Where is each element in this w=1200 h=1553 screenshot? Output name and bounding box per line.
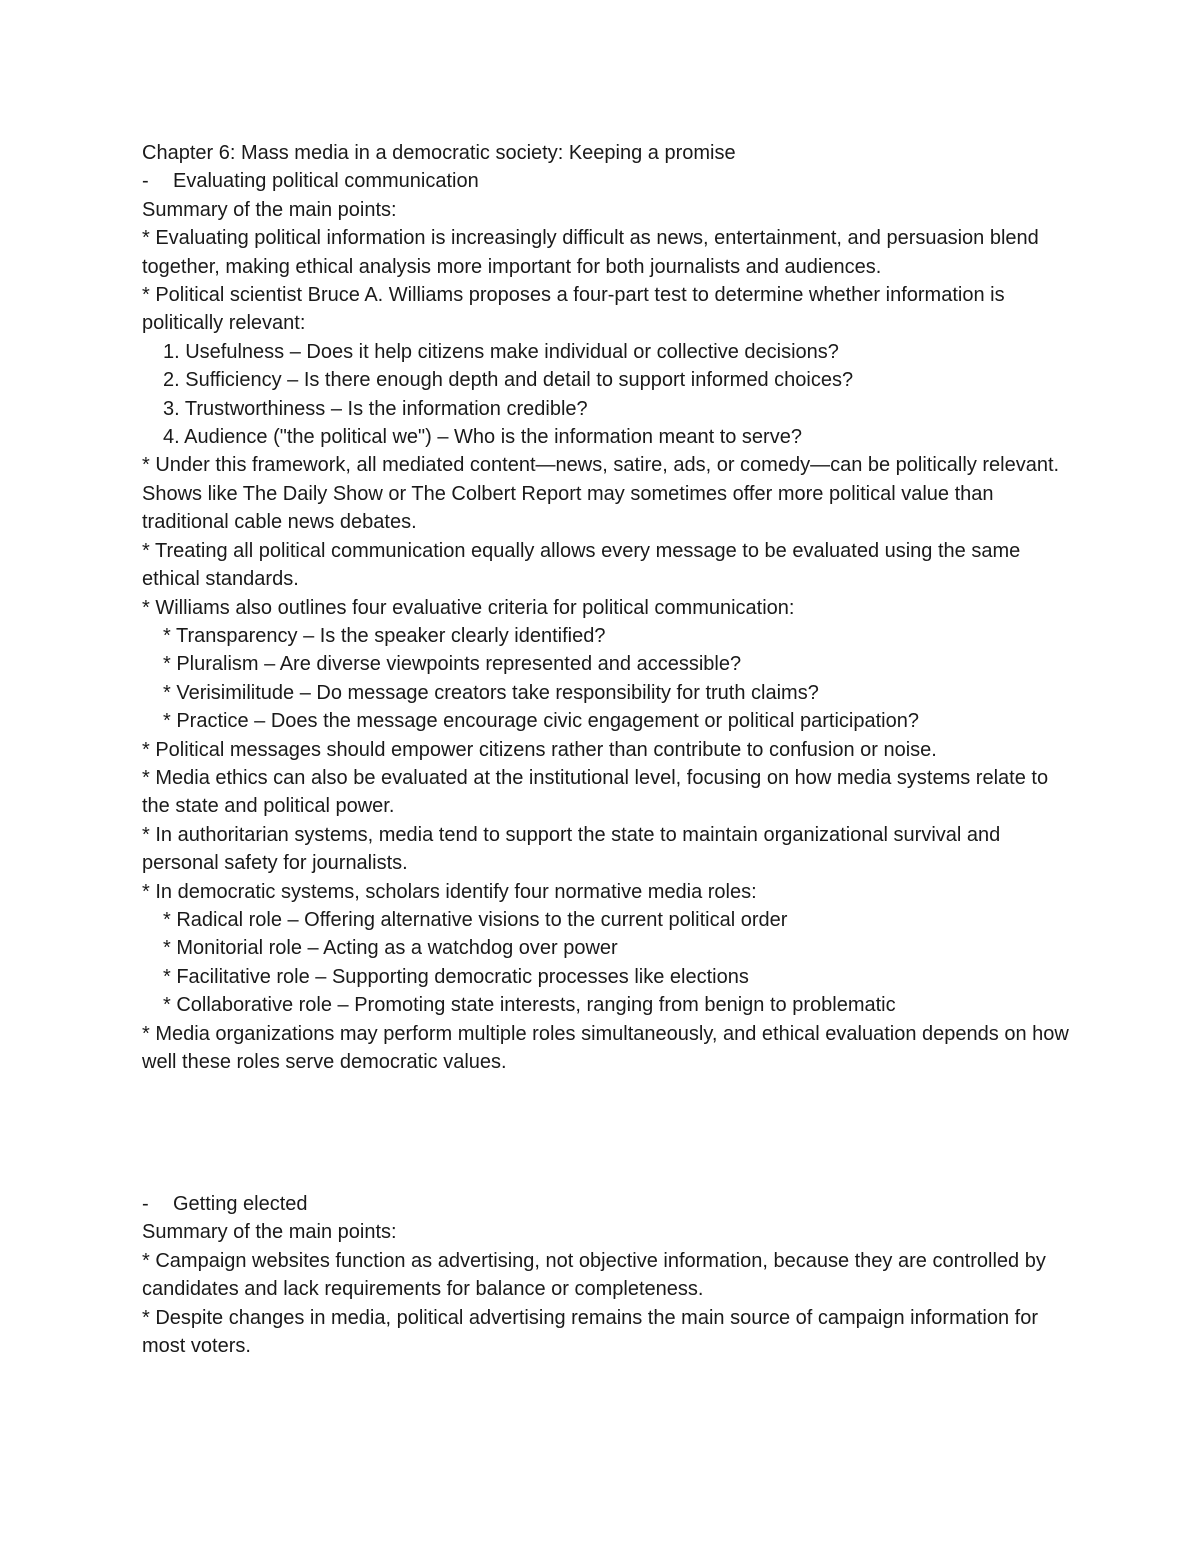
- paragraph: * Political scientist Bruce A. Williams proposes a four-part test to determine whether information is politically relevant:: [142, 284, 1005, 335]
- bullet-dash: -: [142, 1193, 149, 1215]
- chapter-title: Chapter 6: Mass media in a democratic society: Keeping a promise: [142, 142, 736, 164]
- list-item: * Verisimilitude – Do message creators take responsibility for truth claims?: [163, 681, 819, 704]
- list-item: * Monitorial role – Acting as a watchdog over power: [163, 937, 618, 960]
- paragraph: * Evaluating political information is increasingly difficult as news, entertainment, and persuasion blend together, making ethical analysis more important for both journalists and audiences.: [142, 227, 1039, 278]
- paragraph: * Media organizations may perform multiple roles simultaneously, and ethical evaluation depends on how well these roles serve democratic values.: [142, 1022, 1069, 1073]
- summary-label: Summary of the main points:: [142, 198, 397, 221]
- section-heading-text: Getting elected: [173, 1193, 308, 1215]
- paragraph: * Williams also outlines four evaluative criteria for political communication:: [142, 596, 795, 619]
- document-page: [142, 139, 1072, 1360]
- list-item: 4. Audience ("the political we") – Who is the information meant to serve?: [163, 426, 802, 449]
- paragraph: * Despite changes in media, political advertising remains the main source of campaign information for most voters.: [142, 1306, 1039, 1358]
- list-item: 3. Trustworthiness – Is the information credible?: [163, 397, 588, 420]
- list-item: * Radical role – Offering alternative visions to the current political order: [163, 908, 788, 931]
- paragraph: * Campaign websites function as advertising, not objective information, because they are controlled by candidates and lack requirements for balance or completeness.: [142, 1249, 1046, 1301]
- paragraph: * Treating all political communication equally allows every message to be evaluated using the same ethical standards.: [142, 539, 1021, 591]
- list-item: * Collaborative role – Promoting state interests, ranging from benign to problematic: [163, 994, 896, 1017]
- bullet-dash: -: [142, 170, 149, 193]
- paragraph: * Political messages should empower citizens rather than contribute to confusion or noise.: [142, 738, 937, 761]
- list-item: * Pluralism – Are diverse viewpoints represented and accessible?: [163, 653, 742, 676]
- blank-space: [142, 1076, 1072, 1190]
- section-heading-text: Evaluating political communication: [173, 170, 479, 193]
- summary-label: Summary of the main points:: [142, 1221, 397, 1244]
- list-item: 2. Sufficiency – Is there enough depth and detail to support informed choices?: [163, 369, 854, 392]
- paragraph: * Under this framework, all mediated content—news, satire, ads, or comedy—can be politically relevant. Shows like The Daily Show or The Colbert Report may sometimes offer more political value than traditional cable news debates.: [142, 454, 1060, 534]
- section-heading-getting-elected: [142, 1190, 1072, 1218]
- paragraph: * In democratic systems, scholars identify four normative media roles:: [142, 880, 757, 903]
- paragraph: * In authoritarian systems, media tend to support the state to maintain organizational survival and personal safety for journalists.: [142, 823, 1001, 875]
- section-heading-evaluating: [142, 167, 1072, 195]
- list-item: * Practice – Does the message encourage civic engagement or political participation?: [163, 710, 919, 733]
- list-item: 1. Usefulness – Does it help citizens make individual or collective decisions?: [163, 340, 839, 363]
- list-item: * Facilitative role – Supporting democratic processes like elections: [163, 965, 749, 988]
- paragraph: * Media ethics can also be evaluated at the institutional level, focusing on how media systems relate to the state and political power.: [142, 766, 1049, 818]
- list-item: * Transparency – Is the speaker clearly identified?: [163, 624, 606, 647]
